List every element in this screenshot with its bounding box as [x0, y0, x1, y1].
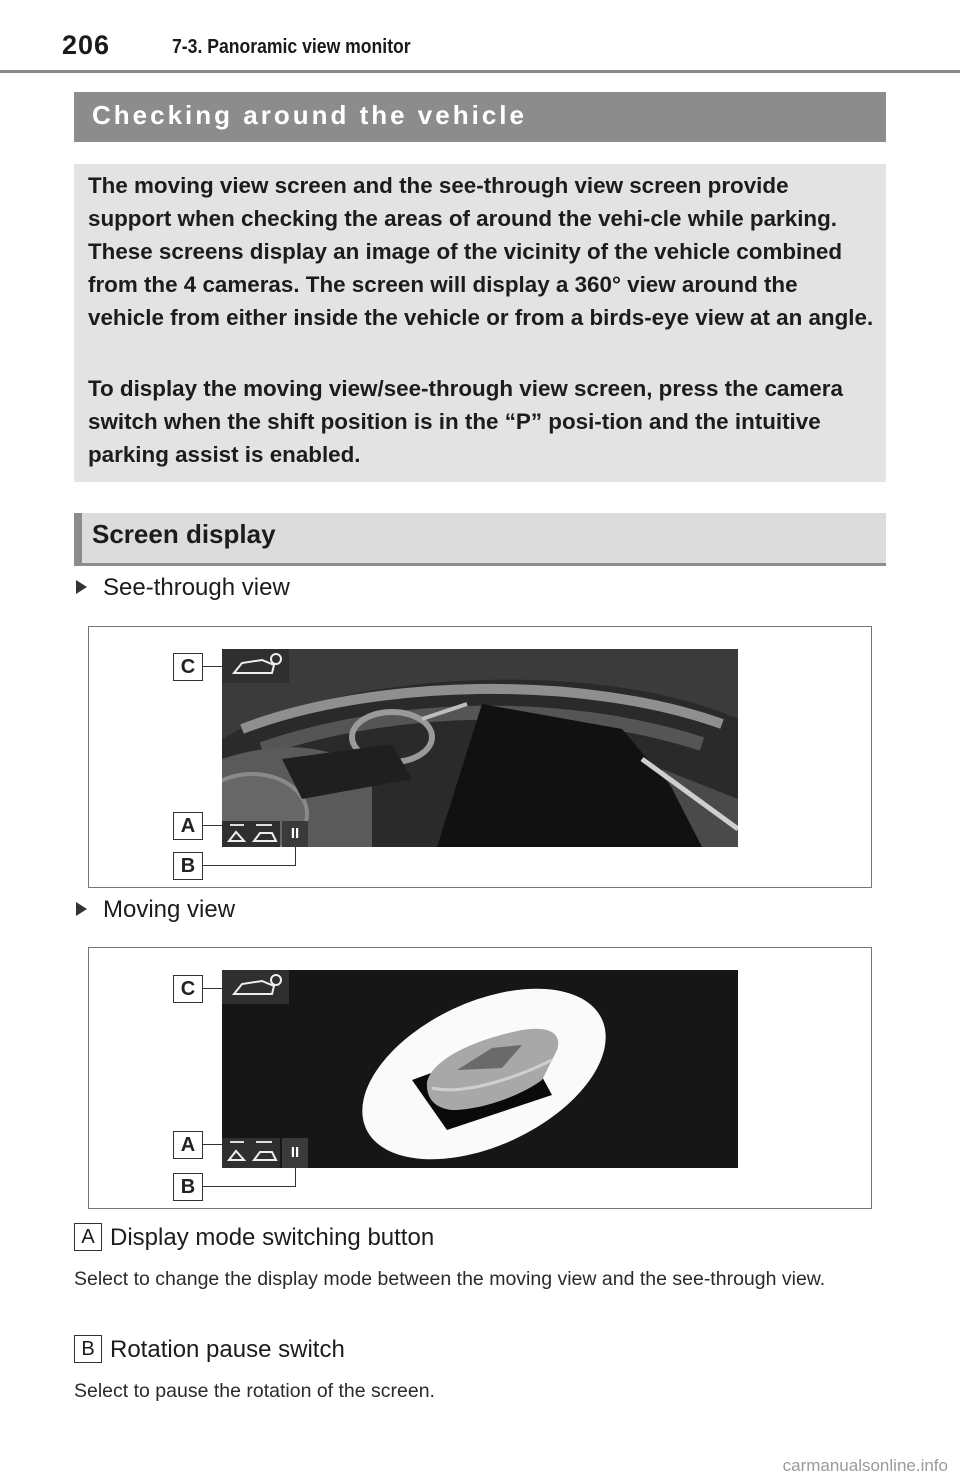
leader-a	[202, 1144, 222, 1145]
display-mode-button[interactable]	[222, 1138, 280, 1168]
intro-box	[74, 164, 886, 482]
watermark: carmanualsonline.info	[782, 1456, 948, 1475]
leader-b-v	[295, 847, 296, 866]
bullet-triangle-icon	[76, 902, 87, 916]
bullet-see-through	[74, 574, 290, 602]
leader-a	[202, 825, 222, 826]
car-settings-icon	[222, 649, 289, 683]
leader-b-h	[202, 1186, 296, 1187]
display-mode-icon	[222, 1138, 280, 1168]
callout-c: C	[173, 975, 203, 1003]
bullet-moving-view	[74, 896, 235, 924]
pause-button[interactable]: II	[282, 821, 308, 847]
callout-a: A	[173, 812, 203, 840]
see-through-screen	[222, 649, 738, 847]
page-number: 206	[62, 30, 111, 60]
section-title: 7-3. Panoramic view monitor	[172, 36, 411, 58]
pause-button[interactable]: II	[282, 1138, 308, 1168]
leader-b-v	[295, 1168, 296, 1187]
bullet-label: See-through view	[103, 574, 290, 601]
legend-a-title	[74, 1224, 434, 1253]
leader-c	[202, 988, 222, 989]
leader-b-h	[202, 865, 296, 866]
callout-b: B	[173, 852, 203, 880]
figure-moving-view	[88, 947, 872, 1209]
subsection-title: Screen display	[92, 519, 276, 549]
header-rule	[0, 70, 960, 73]
callout-b: B	[173, 1173, 203, 1201]
bullet-triangle-icon	[76, 580, 87, 594]
legend-a-badge: A	[74, 1223, 102, 1251]
callout-a: A	[173, 1131, 203, 1159]
legend-b-badge: B	[74, 1335, 102, 1363]
section-banner	[74, 92, 886, 142]
car-settings-button[interactable]	[222, 649, 289, 683]
bullet-label: Moving view	[103, 896, 236, 923]
subsection-bar	[74, 513, 82, 563]
car-settings-button[interactable]	[222, 970, 289, 1004]
legend-b-label: Rotation pause switch	[110, 1336, 345, 1363]
legend-b-desc: Select to pause the rotation of the screen.	[74, 1380, 435, 1402]
intro-paragraph-1: The moving view screen and the see-through view screen provide support when checking the areas of around the vehi-cle while parking. These screens display an image of the vicinity of the vehicle combined from the 4 cameras. The screen will display a 360° view around the vehicle from either inside the vehicle or from a birds-eye view at an angle.	[88, 173, 874, 330]
figure-see-through	[88, 626, 872, 888]
display-mode-button[interactable]	[222, 821, 280, 847]
legend-b-title	[74, 1336, 345, 1365]
see-through-image	[222, 649, 738, 847]
legend-a-desc: Select to change the display mode between the moving view and the see-through view.	[74, 1268, 826, 1290]
leader-c	[202, 666, 222, 667]
subsection-banner	[74, 513, 886, 566]
legend-a-label: Display mode switching button	[110, 1224, 435, 1251]
callout-c: C	[173, 653, 203, 681]
display-mode-icon	[222, 821, 280, 847]
intro-paragraph-2: To display the moving view/see-through view screen, press the camera switch when the shift position is in the “P” posi-tion and the intuitive parking assist is enabled.	[88, 376, 843, 467]
moving-view-screen	[222, 970, 738, 1168]
car-settings-icon	[222, 970, 289, 1004]
banner-title: Checking around the vehicle	[92, 100, 527, 130]
